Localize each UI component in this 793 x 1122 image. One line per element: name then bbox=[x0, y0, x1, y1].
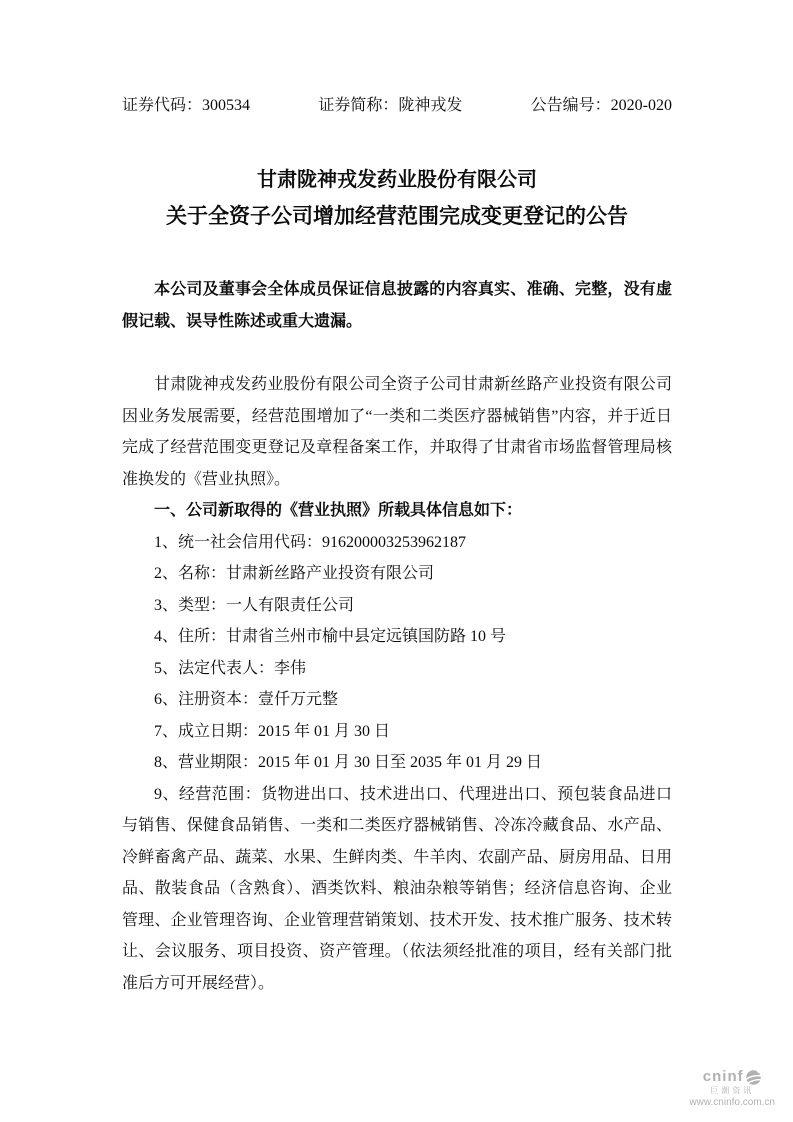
stock-code: 证券代码：300534 bbox=[122, 97, 251, 114]
license-item-registered-capital: 6、注册资本：壹仟万元整 bbox=[154, 691, 339, 708]
license-item-type: 3、类型：一人有限责任公司 bbox=[154, 596, 355, 614]
announcement-number: 公告编号：2020-020 bbox=[530, 97, 672, 114]
cninfo-swirl-icon bbox=[745, 1069, 762, 1086]
license-item-credit-code: 1、统一社会信用代码：916200003253962187 bbox=[154, 533, 467, 551]
announcement-title: 关于全资子公司增加经营范围完成变更登记的公告 bbox=[166, 205, 628, 228]
cninfo-brand-text: cninf bbox=[702, 1068, 744, 1086]
intro-paragraph: 甘肃陇神戎发药业股份有限公司全资子公司甘肃新丝路产业投资有限公司因业务发展需要，经营范围增加了“一类和二类医疗器械销售”内容，并于近日完成了经营范围变更登记及章程备案工作，并取得了甘肃省市场监督管理局核准换发的《营业执照》。 bbox=[122, 376, 672, 488]
license-item-name: 2、名称：甘肃新丝路产业投资有限公司 bbox=[154, 565, 435, 582]
company-name-title: 甘肃陇神戎发药业股份有限公司 bbox=[257, 169, 537, 191]
cninfo-logo-top bbox=[689, 1069, 775, 1086]
license-item-establishment-date: 7、成立日期：2015 年 01 月 30 日 bbox=[154, 722, 391, 740]
stock-name: 证券简称：陇神戎发 bbox=[318, 97, 463, 114]
cninfo-url: www.cninfo.com.cn bbox=[689, 1097, 775, 1108]
disclaimer-paragraph: 本公司及董事会全体成员保证信息披露的内容真实、准确、完整，没有虚假记载、误导性陈述或重大遗漏。 bbox=[122, 281, 672, 330]
section-heading: 一、公司新取得的《营业执照》所载具体信息如下： bbox=[154, 502, 523, 519]
cninfo-chinese-name: 巨潮资讯 bbox=[710, 1086, 755, 1096]
document-header bbox=[122, 96, 672, 116]
cninfo-logo bbox=[689, 1069, 775, 1108]
license-item-address: 4、住所：甘肃省兰州市榆中县定远镇国防路 10 号 bbox=[154, 628, 507, 645]
license-item-legal-representative: 5、法定代表人：李伟 bbox=[154, 659, 307, 677]
license-item-business-term: 8、营业期限：2015 年 01 月 30 日至 2035 年 01 月 29 日 bbox=[154, 754, 543, 771]
business-scope-paragraph: 9、经营范围：货物进出口、技术进出口、代理进出口、预包装食品进口与销售、保健食品销售、一类和二类医疗器械销售、冷冻冷藏食品、水产品、冷鲜畜禽产品、蔬菜、水果、生鲜肉类、牛羊肉、农副产品、厨房用品、日用品、散装食品（含熟食）、酒类饮料、粮油杂粮等销售；经济信息咨询、企业管理、企业管理咨询、企业管理营销策划、技术开发、技术推广服务、技术转让、会议服务、项目投资、资产管理。（依法须经批准的项目，经有关部门批准后方可开展经营）。 bbox=[122, 785, 672, 992]
